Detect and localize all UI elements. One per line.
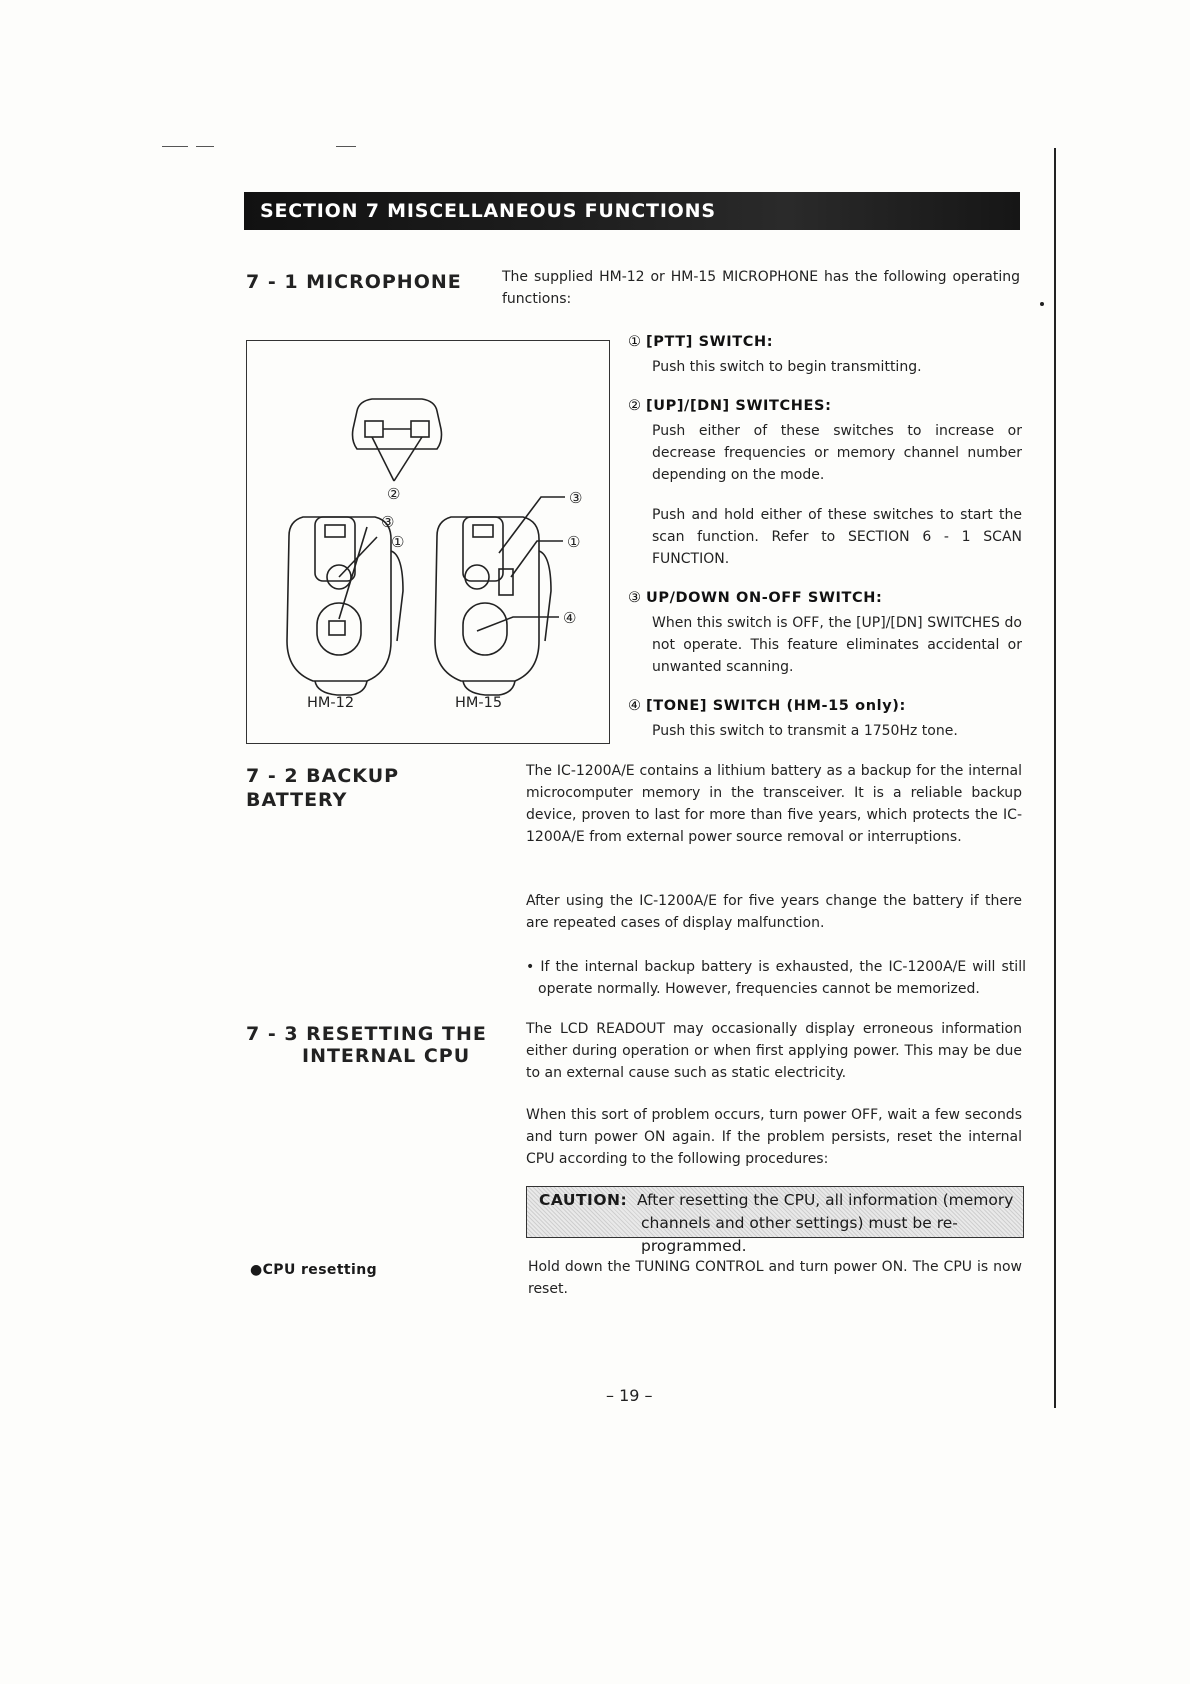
caution-line-1: CAUTION: After resetting the CPU, all information (memory <box>539 1191 1014 1209</box>
updown-onoff-text: When this switch is OFF, the [UP]/[DN] SWITCHES do not operate. This feature eliminates accidental or unwanted scanning. <box>652 615 1022 675</box>
item-number: ② <box>628 398 642 414</box>
callout-3-hm15: ③ <box>569 489 583 507</box>
caution-box <box>526 1186 1024 1255</box>
hm15-body <box>435 517 539 681</box>
hm12-body <box>287 517 391 681</box>
margin-dot <box>1040 302 1044 306</box>
mic-top-view <box>353 399 442 449</box>
updn-switches-text-2: Push and hold either of these switches to start the scan function. Refer to SECTION 6 - 1 SCAN FUNCTION. <box>652 507 1022 567</box>
hm15-label: HM-15 <box>455 695 503 711</box>
hm15-ptt <box>465 565 489 589</box>
scan-artifact-line <box>162 146 188 147</box>
microphone-illustration <box>247 341 609 743</box>
scan-artifact-line <box>196 146 214 147</box>
callout-1-hm15: ① <box>567 533 581 551</box>
callout-2: ② <box>387 485 401 503</box>
microphone-heading: 7 - 1 MICROPHONE <box>246 271 462 293</box>
backup-battery-heading: 7 - 2 BACKUP BATTERY <box>246 765 400 811</box>
callout-4: ④ <box>563 609 577 627</box>
microphone-intro: The supplied HM-12 or HM-15 MICROPHONE has the following operating functions: <box>502 269 1020 307</box>
hm15-tone-key <box>499 569 513 595</box>
microphone-figure <box>246 340 610 744</box>
tone-switch-title: ④ [TONE] SWITCH (HM-15 only): <box>628 698 906 714</box>
backup-battery-p2: After using the IC-1200A/E for five years change the battery if there are repeated cases of display malfunction. <box>526 893 1022 931</box>
tone-switch-text: Push this switch to transmit a 1750Hz tone. <box>652 723 958 739</box>
reset-cpu-p2: When this sort of problem occurs, turn power OFF, wait a few seconds and turn power ON again. If the problem persists, reset the internal CPU according to the following procedures: <box>526 1107 1022 1167</box>
mic-up-key <box>365 421 383 437</box>
caution-line-2: channels and other settings) must be re-programmed. <box>641 1214 958 1255</box>
reset-cpu-heading-line2: INTERNAL CPU <box>302 1045 471 1067</box>
page-number: – 19 – <box>606 1386 653 1405</box>
hm12-label: HM-12 <box>307 695 355 711</box>
cpu-resetting-text: Hold down the TUNING CONTROL and turn power ON. The CPU is now reset. <box>528 1259 1022 1297</box>
hm15-clip <box>463 517 503 581</box>
ptt-switch-title: ① [PTT] SWITCH: <box>628 334 774 350</box>
cpu-resetting-label: ●CPU resetting <box>250 1262 377 1278</box>
backup-battery-note: • If the internal backup battery is exhausted, the IC-1200A/E will still operate normally. However, frequencies cannot be memorized. <box>526 959 1026 997</box>
updn-switches-text: Push either of these switches to increase or decrease frequencies or memory channel number depending on the mode. <box>652 423 1022 483</box>
item-number: ③ <box>628 590 642 606</box>
reset-cpu-heading: 7 - 3 RESETTING THE <box>246 1023 487 1045</box>
callout-1-hm12: ① <box>391 533 405 551</box>
callout-3-hm12: ③ <box>381 513 395 531</box>
backup-battery-p1: The IC-1200A/E contains a lithium battery as a backup for the internal microcomputer memory in the transceiver. It is a reliable backup device, proven to last for more than five years, which protects the IC-1200A/E from external power source removal or interruptions. <box>526 763 1022 845</box>
section-banner: SECTION 7 MISCELLANEOUS FUNCTIONS <box>244 192 1020 230</box>
scan-artifact-line <box>336 146 356 147</box>
mic-dn-key <box>411 421 429 437</box>
item-number: ④ <box>628 698 642 714</box>
updown-onoff-title: ③ UP/DOWN ON-OFF SWITCH: <box>628 590 883 606</box>
caution-label: CAUTION: <box>539 1191 628 1209</box>
reset-cpu-p1: The LCD READOUT may occasionally display erroneous information either during operation or when first applying power. This may be due to an external cause such as static electricity. <box>526 1021 1022 1081</box>
updn-switches-title: ② [UP]/[DN] SWITCHES: <box>628 398 832 414</box>
page-right-rule <box>1054 148 1056 1408</box>
ptt-switch-text: Push this switch to begin transmitting. <box>652 359 922 375</box>
item-number: ① <box>628 334 642 350</box>
bullet: • <box>526 959 541 975</box>
